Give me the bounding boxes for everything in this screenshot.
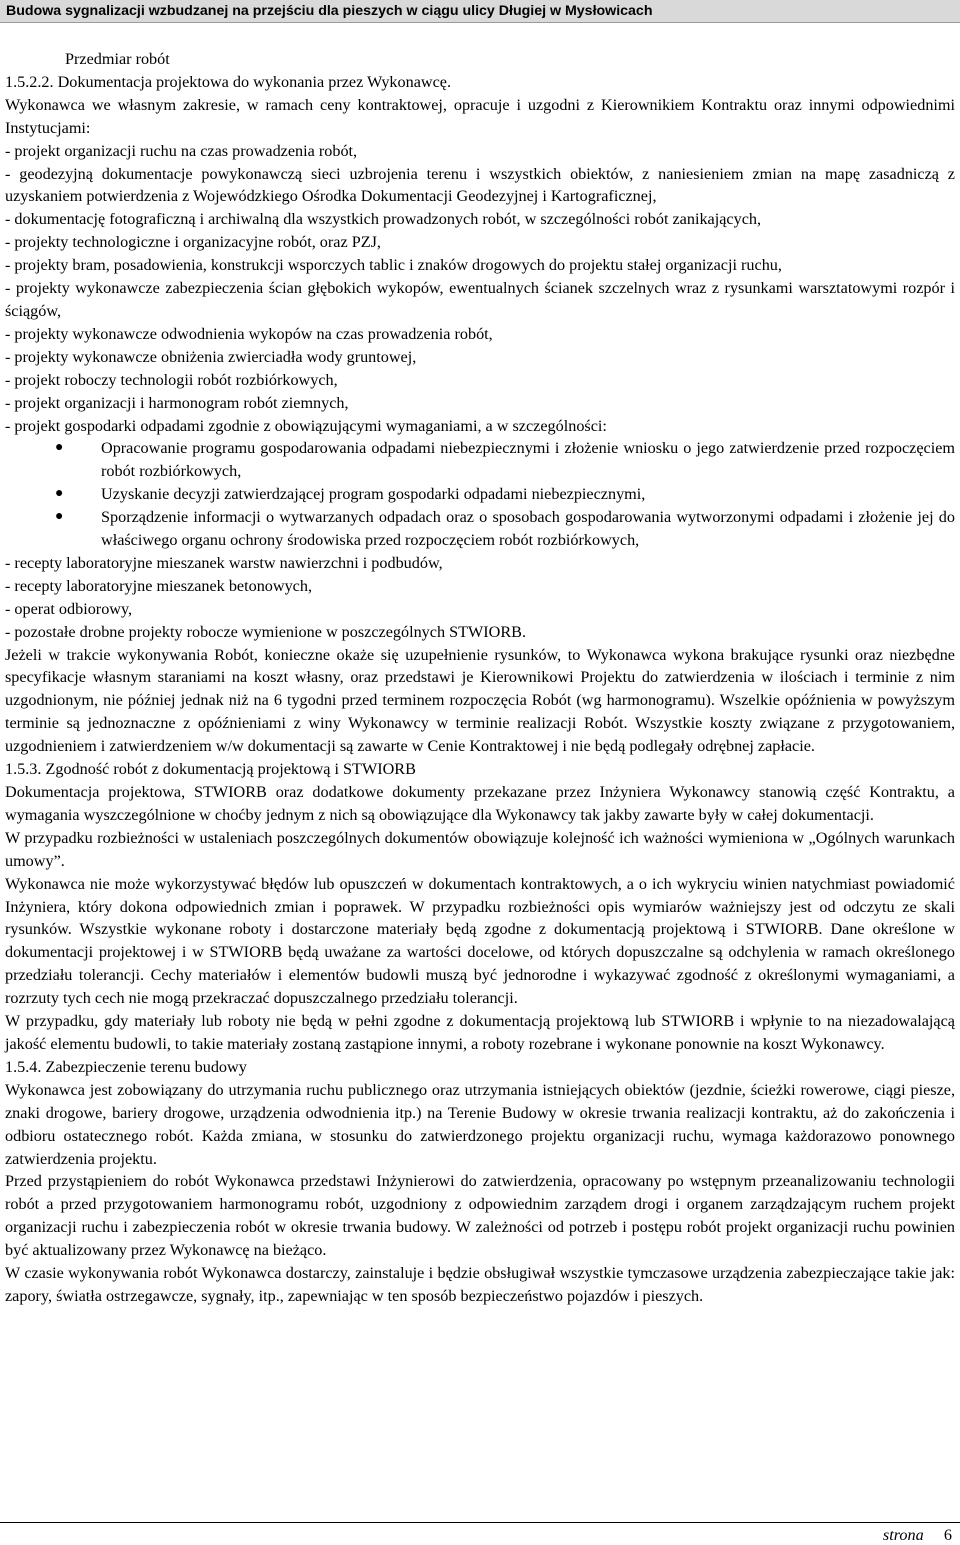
paragraph: W przypadku, gdy materiały lub roboty nie będą w pełni zgodne z dokumentacją projektową lub STWIORB i wpłynie to na niezadowalającą jakość elementu budowli, to takie materiały zostaną zastąpione innymi, a roboty rozebrane i wykonane ponownie na koszt Wykonawcy. [5,1012,955,1053]
document-body [5,48,955,1308]
list-item: - projekt organizacji i harmonogram robót ziemnych, [5,393,349,412]
list-item: - recepty laboratoryjne mieszanek warstw nawierzchni i podbudów, [5,553,443,572]
bullet-text: Uzyskanie decyzji zatwierdzającej program gospodarki odpadami niebezpiecznymi, [101,485,646,504]
bullet-item [5,437,955,483]
section-title: 1.5.2.2. Dokumentacja projektowa do wykonania przez Wykonawcę. [5,72,451,91]
section-title: 1.5.3. Zgodność robót z dokumentacją projektową i STWIORB [5,760,416,779]
paragraph: Dokumentacja projektowa, STWIORB oraz dodatkowe dokumenty przekazane przez Inżyniera Wykonawcy stanowią część Kontraktu, a wymagania wyszczególnione w choćby jednym z nich są obowiązujące dla Wykonawcy tak jakby zawarte były w całej dokumentacji. [5,783,955,824]
list-item: - geodezyjną dokumentacje powykonawczą sieci uzbrojenia terenu i wszystkich obiektów, z naniesieniem zmian na mapę zasadniczą z uzyskaniem potwierdzenia z Wojewódzkiego Ośrodka Dokumentacji Geodezyjnej i Kartograficznej, [5,164,955,206]
bullet-dot-icon: ● [55,440,64,456]
page-footer [883,1525,952,1545]
list-item: - projekt organizacji ruchu na czas prowadzenia robót, [5,141,358,160]
list-item: - dokumentację fotograficzną i archiwalną dla wszystkich prowadzonych robót, w szczególności robót zanikających, [5,210,762,229]
paragraph: Jeżeli w trakcie wykonywania Robót, konieczne okaże się uzupełnienie rysunków, to Wykonawca wykona brakujące rysunki oraz niezbędne specyfikacje własnym staraniami na koszt własny, oraz przedstawi je Kierownikowi Projektu do zatwierdzenia w ilościach i terminie z nim uzgodnionym, nie później jednak niż na 6 tygodni przed terminem rozpoczęcia Robót (wg harmonogramu). Wszelkie opóźnienia w powyższym terminie są jednoznaczne z opóźnieniami z winy Wykonawcy w terminie realizacji Robót. Wszystkie koszty związane z przygotowaniem, uzgodnieniem i zatwierdzeniem w/w dokumentacji są zawarte w Cenie Kontraktowej i nie będą podlegały odrębnej zapłacie. [5,645,955,756]
list-item: - pozostałe drobne projekty robocze wymienione w poszczególnych STWIORB. [5,622,526,641]
footer-divider [0,1522,960,1523]
page-heading: Przedmiar robót [65,50,170,68]
list-item: - projekt roboczy technologii robót rozbiórkowych, [5,370,338,389]
list-item: - projekty wykonawcze zabezpieczenia ścian głębokich wykopów, ewentualnych ścianek szczelnych wraz z rysunkami warsztatowymi rozpór i ściągów, [5,279,955,320]
header-title: Budowa sygnalizacji wzbudzanej na przejściu dla pieszych w ciągu ulicy Długiej w Mysłowicach [6,3,653,19]
paragraph: W przypadku rozbieżności w ustaleniach poszczególnych dokumentów obowiązuje kolejność ich ważności wymieniona w „Ogólnych warunkach umowy”. [5,828,955,870]
bullet-item [5,483,955,506]
list-item: - projekty bram, posadowienia, konstrukcji wsporczych tablic i znaków drogowych do projektu stałej organizacji ruchu, [5,256,782,275]
bullet-dot-icon: ● [55,509,64,525]
list-item: - recepty laboratoryjne mieszanek betonowych, [5,576,312,595]
page-header [0,0,960,23]
list-item: - operat odbiorowy, [5,599,133,618]
bullet-text: Sporządzenie informacji o wytwarzanych odpadach oraz o sposobach gospodarowania wytworzonymi odpadami i złożenie jej do właściwego organu ochrony środowiska przed rozpoczęciem robót rozbiórkowych, [101,508,955,550]
bullet-item [5,506,955,552]
section-title: 1.5.4. Zabezpieczenie terenu budowy [5,1057,247,1076]
bullet-dot-icon: ● [55,486,64,502]
list-item: - projekty wykonawcze obniżenia zwierciadła wody gruntowej, [5,347,417,366]
page-label: strona [882,1526,924,1544]
paragraph: Wykonawca jest zobowiązany do utrzymania ruchu publicznego oraz utrzymania istniejących obiektów (jezdnie, ścieżki rowerowe, ciągi piesze, znaki drogowe, bariery drogowe, urządzenia odwodnienia itp.) na Terenie Budowy w okresie trwania realizacji kontraktu, aż do zakończenia i odbioru ostatecznego robót. Każda zmiana, w stosunku do zatwierdzonego projektu organizacji ruchu, wymaga każdorazowo ponownego zatwierdzenia projektu. [5,1080,955,1168]
bullet-text: Opracowanie programu gospodarowania odpadami niebezpiecznymi i złożenie wniosku o jego zatwierdzenie przed rozpoczęciem robót rozbiórkowych, [101,439,955,481]
paragraph: W czasie wykonywania robót Wykonawca dostarczy, zainstaluje i będzie obsługiwał wszystkie tymczasowe urządzenia zabezpieczające takie jak: zapory, światła ostrzegawcze, sygnały, itp., zapewniając w ten sposób bezpieczeństwo pojazdów i pieszych. [5,1264,955,1305]
list-item: - projekt gospodarki odpadami zgodnie z obowiązującymi wymaganiami, a w szczególności: [5,416,607,435]
page-number: 6 [943,1526,952,1544]
paragraph: Przed przystąpieniem do robót Wykonawca przedstawi Inżynierowi do zatwierdzenia, opracowany po wstępnym przeanalizowaniu technologii robót a przed przygotowaniem harmonogramu robót, uzgodniony z odpowiednim zarządem drogi i organem zarządzającym ruchem projekt organizacji ruchu i zabezpieczenia robót w okresie trwania budowy. W zależności od potrzeb i postępu robót projekt organizacji ruchu powinien być aktualizowany przez Wykonawcę na bieżąco. [5,1172,955,1260]
list-item: - projekty wykonawcze odwodnienia wykopów na czas prowadzenia robót, [5,324,493,343]
list-item: - projekty technologiczne i organizacyjne robót, oraz PZJ, [5,233,381,252]
paragraph: Wykonawca nie może wykorzystywać błędów lub opuszczeń w dokumentach kontraktowych, a o ich wykryciu winien natychmiast powiadomić Inżyniera, który dokona odpowiednich zmian i poprawek. W przypadku rozbieżności opis wymiarów ważniejszy jest od odczytu ze skali rysunków. Wszystkie wykonane roboty i dostarczone materiały będą zgodne z dokumentacją projektową i STWIORB. Dane określone w dokumentacji projektowej i w STWIORB będą uważane za wartości docelowe, od których dopuszczalne są odchylenia w ramach określonego przedziału tolerancji. Cechy materiałów i elementów budowli muszą być jednorodne i wykazywać zgodność z określonymi wymaganiami, a rozrzuty tych cech nie mogą przekraczać dopuszczalnego przedziału tolerancji. [5,874,955,1008]
paragraph: Wykonawca we własnym zakresie, w ramach ceny kontraktowej, opracuje i uzgodni z Kierownikiem Kontraktu oraz innymi odpowiednimi Instytucjami: [5,95,955,137]
